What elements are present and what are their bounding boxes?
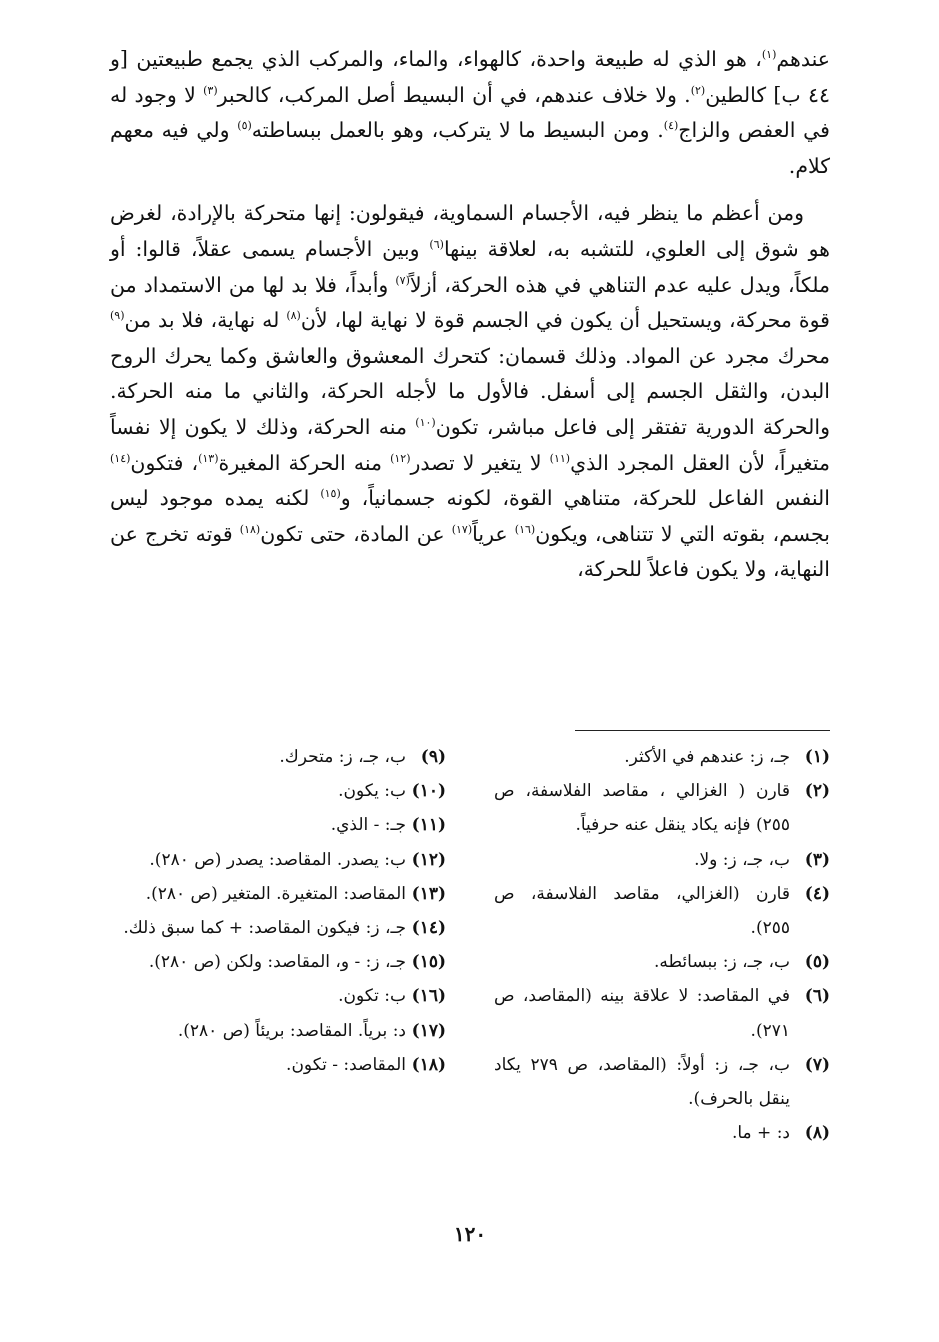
footnote-number: (١٧): [411, 1020, 446, 1041]
footnote-ref-13: (١٣): [198, 451, 219, 465]
text-run: له نهاية، فلا بد من: [124, 308, 287, 333]
footnote-ref-3: (٣): [203, 83, 218, 97]
footnote-number: (٤): [804, 883, 830, 904]
text-run: عن المادة، حتى تكون: [260, 521, 452, 546]
footnote-ref-1: (١): [761, 48, 777, 62]
text-run: لا يتغير لا تصدر: [410, 450, 550, 475]
footnote-text: ب: يصدر. المقاصد: يصدر (ص ٢٨٠).: [149, 849, 406, 870]
footnote: [494, 945, 830, 979]
text-run: عرياً: [472, 521, 515, 546]
footnote-number: (١٤): [411, 918, 446, 939]
footnote: [494, 740, 830, 774]
footnote-text: في المقاصد: لا علاقة بينه (المقاصد، ص ٢٧١).: [494, 986, 790, 1041]
footnote-ref-17: (١٧): [451, 522, 473, 536]
footnote-number: (١٢): [411, 849, 446, 870]
text-run: ولي فيه معهم كلام.: [110, 118, 830, 178]
footnote-ref-7: (٧): [395, 273, 410, 287]
text-run: لا وجود له في العفص والزاج: [110, 82, 830, 143]
footnote-text: قارن (الغزالي، مقاصد الفلاسفة، ص ٢٥٥).: [494, 883, 790, 939]
text-run: ، هو الذي له طبيعة واحدة، كالهواء، والماء، والمركب الذي يجمع طبيعتين [و ٤٤ ب] كالطين: [110, 47, 830, 107]
footnote: [110, 843, 446, 877]
paragraph-1: [110, 42, 830, 184]
footnote-number: (١٣): [411, 883, 446, 904]
text-run: قوته تخرج عن النهاية، ولا يكون فاعلاً للحركة،: [110, 521, 830, 582]
footnote: [110, 1014, 446, 1048]
footnote-number: (٢): [804, 781, 830, 802]
footnote: [494, 843, 830, 877]
footnote-ref-18: (١٨): [239, 522, 261, 536]
footnote-text: المقاصد: - تكون.: [286, 1054, 406, 1075]
footnote-text: المقاصد: المتغيرة. المتغير (ص ٢٨٠).: [145, 883, 406, 904]
footnote-ref-16: (١٦): [514, 522, 536, 536]
text-run: وبين الأجسام يسمى عقلاً، قالوا: أو ملكاً، ويدل عليه عدم التناهي في هذه الحركة، أزلاً: [110, 236, 830, 297]
footnote-ref-4: (٤): [663, 119, 679, 133]
footnote-number: (٦): [804, 986, 830, 1007]
footnote-number: (٩): [420, 747, 446, 767]
paragraph-2: [110, 196, 830, 588]
footnote-text: ب: يكون.: [338, 781, 406, 802]
footnote-ref-15: (١٥): [320, 487, 341, 501]
footnote-text: د: برياً. المقاصد: بريئاً (ص ٢٨٠).: [177, 1020, 406, 1041]
footnote-text: ب، جـ، ز: أولاً: (المقاصد، ص ٢٧٩ يكاد ينقل بالحرف).: [494, 1054, 790, 1110]
text-run: محرك مجرد عن المواد. وذلك قسمان: كتحرك المعشوق والعاشق وكما يحرك الروح البدن، والثقل الجسم إلى أسفل. فالأول ما لأجله الحركة، والثاني ما منه الحركة. والحركة الدورية تفتقر إلى فاعل مباشر، تكون: [110, 343, 830, 439]
footnote: [494, 774, 830, 842]
footnote-ref-9: (٩): [110, 309, 125, 323]
footnote: [494, 979, 830, 1047]
text-run: لكنه يمده موجود ليس بجسم، بقوته التي لا تتناهى، ويكون: [110, 486, 830, 546]
footnote-number: (١٥): [411, 952, 446, 973]
footnote-ref-6: (٦): [429, 238, 444, 252]
footnote-ref-5: (٥): [237, 119, 252, 133]
footnote-number: (١٠): [411, 781, 446, 802]
footnote-text: ب، جـ، ز: ولا.: [694, 849, 790, 870]
text-run: ، فتكون: [130, 450, 199, 475]
footnotes-column-left: [110, 740, 470, 1150]
text-run: ومن أعظم ما ينظر فيه، الأجسام السماوية، فيقولون: إنها متحركة بالإرادة، لغرض هو شوق إلى العلوي، للتشبه به، لعلاقة بينها: [110, 201, 830, 261]
footnote: [110, 740, 446, 774]
text-run: . ومن البسيط ما لا يتركب، وهو بالعمل ببساطته: [251, 118, 664, 143]
footnote: [494, 1048, 830, 1116]
footnotes-column-right: [470, 740, 830, 1150]
text-run: منه الحركة المغيرة: [218, 450, 391, 475]
footnote-number: (١١): [411, 815, 446, 836]
footnote: [110, 808, 446, 842]
main-text: [110, 42, 830, 588]
footnote: [110, 979, 446, 1013]
footnote-text: ب، جـ، ز: متحرك.: [279, 747, 406, 767]
footnote-ref-11: (١١): [549, 451, 571, 465]
footnote: [110, 877, 446, 911]
text-run: النفس الفاعل للحركة، متناهي القوة، لكونه جسمانياً، و: [340, 486, 830, 511]
footnote: [494, 1116, 830, 1150]
footnote-ref-14: (١٤): [110, 451, 131, 465]
footnote-number: (٧): [804, 1054, 830, 1075]
footnote-ref-12: (١٢): [390, 451, 411, 465]
footnote-text: جـ، ز: فيكون المقاصد: + كما سبق ذلك.: [123, 918, 406, 939]
footnote-ref-2: (٢): [690, 83, 706, 97]
footnote-text: جـ، ز: عندهم في الأكثر.: [624, 747, 790, 767]
footnote: [110, 1048, 446, 1082]
footnote-number: (٨): [804, 1123, 830, 1144]
footnote: [494, 877, 830, 945]
footnote-number: (١): [804, 747, 830, 767]
text-run: . ولا خلاف عندهم، في أن البسيط أصل المركب، كالحبر: [217, 82, 691, 107]
text-run: وأبداً، فلا بد لها من الاستمداد من قوة محركة، ويستحيل أن يكون في الجسم قوة لا نهاية لها، لأن: [110, 272, 830, 333]
footnote-text: جـ: - الذي.: [330, 815, 406, 836]
page-number: ١٢٠: [453, 1222, 487, 1246]
footnote-text: ب، جـ، ز: ببسائطه.: [653, 952, 790, 973]
footnote-number: (١٦): [411, 986, 446, 1007]
book-page: [110, 42, 830, 1292]
footnote: [110, 774, 446, 808]
footnote-text: جـ، ز: - و، المقاصد: ولكن (ص ٢٨٠).: [148, 952, 406, 973]
footnote-ref-8: (٨): [286, 309, 301, 323]
footnote-text: قارن ( الغزالي ، مقاصد الفلاسفة، ص ٢٥٥) فإنه يكاد ينقل عنه حرفياً.: [494, 781, 790, 836]
footnote-divider: [575, 730, 830, 731]
text-run: عندهم: [776, 47, 830, 71]
footnote-ref-10: (١٠): [415, 416, 436, 430]
footnote-number: (٣): [804, 849, 830, 870]
text-run: منه الحركة، وذلك لا يكون إلا نفساً متغيراً، لأن العقل المجرد الذي: [110, 414, 830, 475]
footnote: [110, 945, 446, 979]
footnote-number: (٥): [804, 952, 830, 973]
footnote-text: د: + ما.: [731, 1123, 790, 1144]
footnote: [110, 911, 446, 945]
footnote-text: ب: تكون.: [338, 986, 406, 1007]
footnotes: [110, 740, 830, 1150]
footnote-number: (١٨): [411, 1054, 446, 1075]
